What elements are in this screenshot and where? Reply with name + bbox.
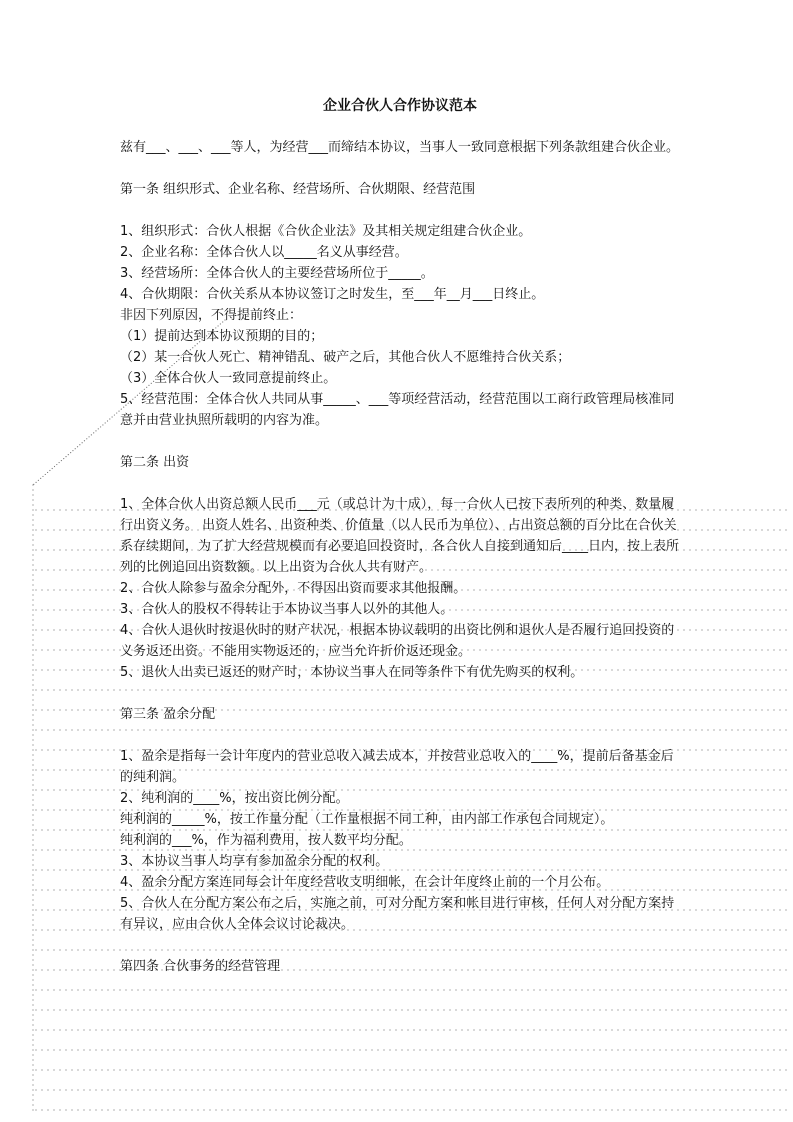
document-title: 企业合伙人合作协议范本 [323, 98, 477, 114]
section-1-line: 3、经营场所：全体合伙人的主要经营场所位于_____。 [120, 266, 434, 281]
section-2-line: 3、合伙人的股权不得转让于本协议当事人以外的其他人。 [120, 602, 454, 617]
section-1-line: （3）全体合伙人一致同意提前终止。 [120, 371, 337, 386]
section-heading-1: 第一条 组织形式、企业名称、经营场所、合伙期限、经营范围 [120, 182, 476, 197]
section-1-line: 4、合伙期限：合伙关系从本协议签订之时发生，至___年__月___日终止。 [120, 287, 545, 302]
section-3-line: 3、本协议当事人均享有参加盈余分配的权利。 [120, 854, 389, 869]
section-1-line: 非因下列原因，不得提前终止： [120, 308, 303, 323]
section-3-line: 纯利润的___%，作为福利费用，按人数平均分配。 [120, 833, 412, 848]
section-heading-3: 第三条 盈余分配 [120, 707, 216, 722]
section-3-line: 5、合伙人在分配方案公布之后，实施之前，可对分配方案和帐目进行审核，任何人对分配方案持有异议，应由合伙人全体会议讨论裁决。 [120, 896, 675, 932]
section-1-line: 5、经营范围：全体合伙人共同从事_____、___等项经营活动，经营范围以工商行政管理局核准同意并由营业执照所载明的内容为准。 [120, 392, 675, 428]
section-1-line: 2、企业名称：全体合伙人以_____名义从事经营。 [120, 245, 408, 260]
section-3-line: 纯利润的_____%，按工作量分配（工作量根据不同工种，由内部工作承包合同规定）。 [120, 812, 614, 827]
document-page [120, 96, 680, 977]
section-3-line: 2、纯利润的____%，按出资比例分配。 [120, 791, 349, 806]
section-heading-2: 第二条 出资 [120, 455, 190, 470]
section-2-line: 4、合伙人退伙时按退伙时的财产状况，根据本协议载明的出资比例和退伙人是否履行追回投资的义务返还出资。不能用实物返还的，应当允许折价返还现金。 [120, 623, 675, 659]
section-heading-4: 第四条 合伙事务的经营管理 [120, 959, 281, 974]
section-2-line: 2、合伙人除参与盈余分配外，不得因出资而要求其他报酬。 [120, 581, 467, 596]
section-2-line: 5、退伙人出卖已返还的财产时，本协议当事人在同等条件下有优先购买的权利。 [120, 665, 584, 680]
section-1-line: （2）某一合伙人死亡、精神错乱、破产之后，其他合伙人不愿维持合伙关系； [120, 350, 571, 365]
section-1-line: 1、组织形式：合伙人根据《合伙企业法》及其相关规定组建合伙企业。 [120, 224, 532, 239]
section-1-line: （1）提前达到本协议预期的目的； [120, 329, 324, 344]
document-intro: 兹有___、___、___等人，为经营___而缔结本协议，当事人一致同意根据下列条款组建合伙企业。 [120, 140, 680, 155]
section-2-line: 1、全体合伙人出资总额人民币___元（或总计为十成），每一合伙人已按下表所列的种类、数量履行出资义务。 出资人姓名、出资种类、价值量（以人民币为单位）、占出资总额的百分比在合伙关系存续期间，为了扩大经营规模而有必要追回投资时，各合伙人自接到通知后____日内，按上表所列的比例追回出资数额。以上出资为合伙人共有财产。 [120, 497, 680, 575]
section-3-line: 1、盈余是指每一会计年度内的营业总收入减去成本，并按营业总收入的____%，提前后备基金后的纯利润。 [120, 749, 674, 785]
section-3-line: 4、盈余分配方案连同每会计年度经营收支明细帐，在会计年度终止前的一个月公布。 [120, 875, 610, 890]
